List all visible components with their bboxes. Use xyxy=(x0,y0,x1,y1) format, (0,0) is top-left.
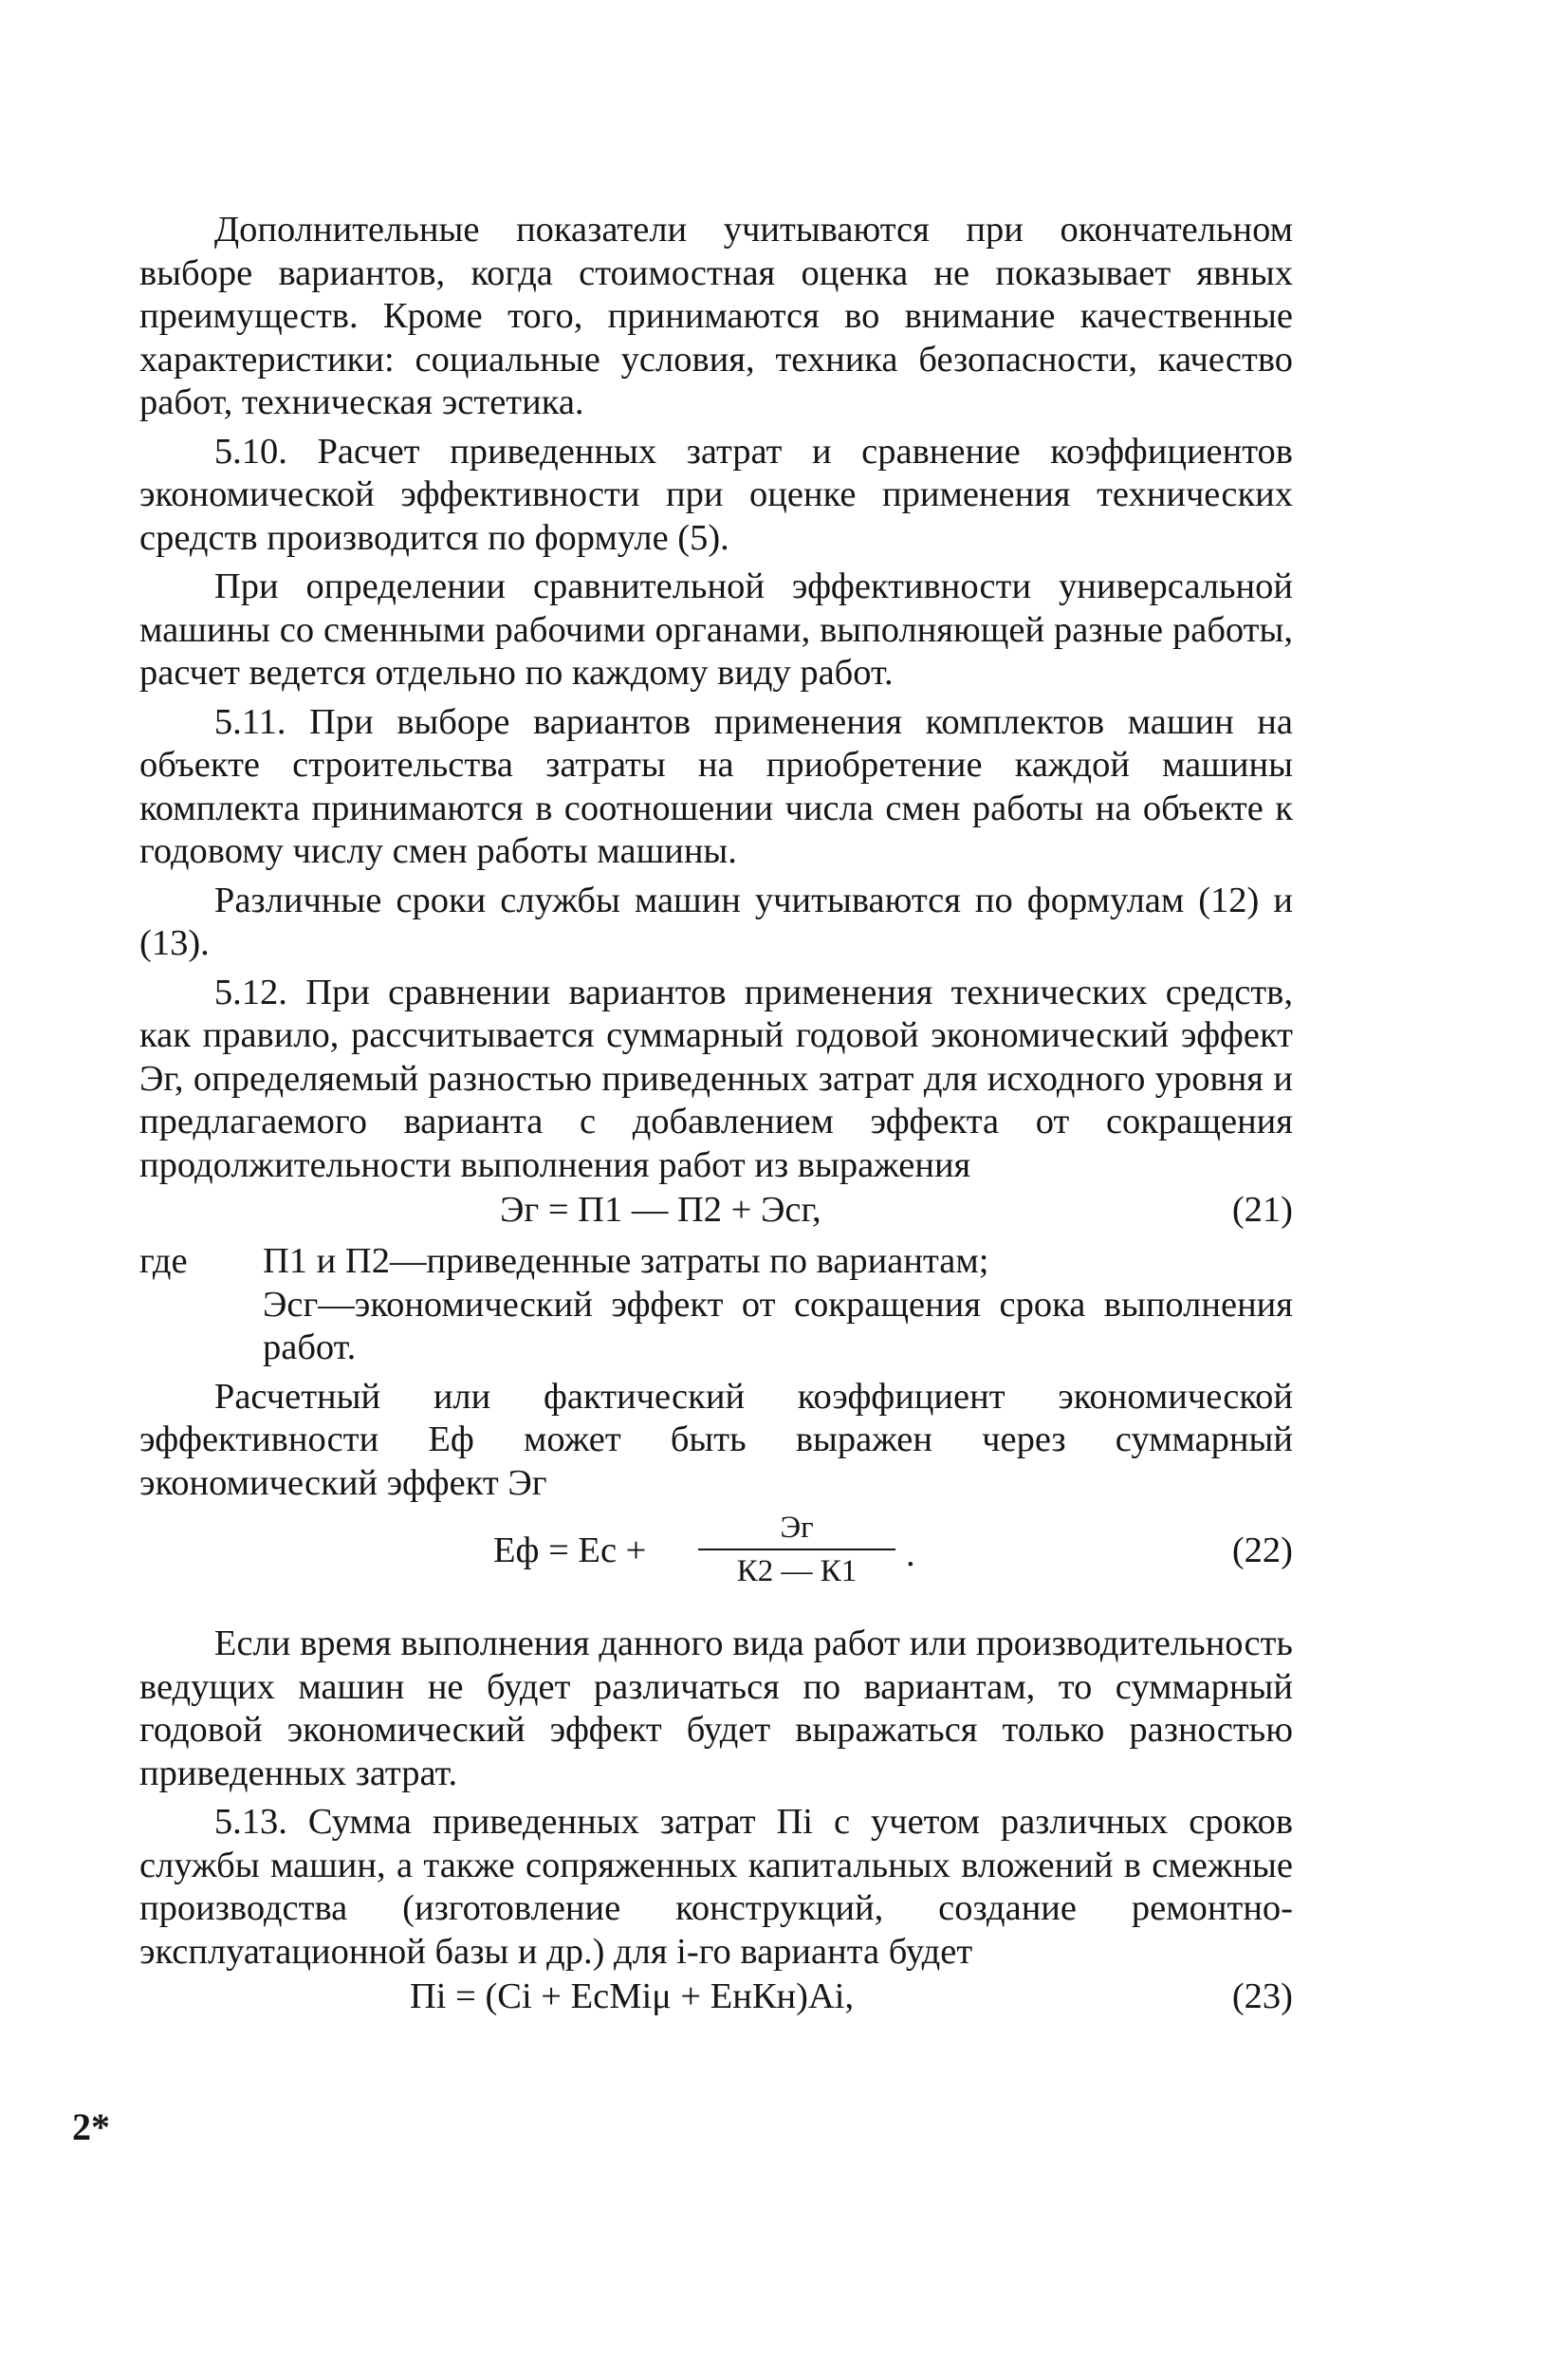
definition-2 xyxy=(263,1284,1293,1370)
paragraph-2: 5.10. Расчет приведенных затрат и сравнение коэффициентов экономической эффективности при оценке применения технических средств производится по формуле (5). xyxy=(139,431,1293,558)
page-marker: 2* xyxy=(72,2106,110,2148)
paragraph-6: 5.12. При сравнении вариантов применения технических средств, как правило, рассчитывается суммарный годовой экономический эффект Эг, определяемый разностью приведенных затрат для исходного уровня и предлагаемого варианта с добавлением эффекта от сокращения продолжительности выполнения работ из выражения xyxy=(139,972,1293,1185)
paragraph-7: Расчетный или фактический коэффициент экономической эффективности Еф может быть выражен через суммарный экономический эффект Эг xyxy=(139,1376,1293,1503)
formula-23 xyxy=(139,1976,1293,2025)
paragraph-8: Если время выполнения данного вида работ или производительность ведущих машин не будет различаться по вариантам, то суммарный годовой экономический эффект будет выражаться только разностью приведенных затрат. xyxy=(139,1623,1293,1793)
paragraph-3: При определении сравнительной эффективности универсальной машины со сменными рабочими органами, выполняющей разные работы, расчет ведется отдельно по каждому виду работ. xyxy=(139,566,1293,693)
formula-22 xyxy=(139,1509,1293,1613)
formula-22-tail: . xyxy=(906,1534,915,1574)
body-text xyxy=(139,209,1293,2027)
formula-22-fraction xyxy=(698,1509,895,1590)
paragraph-1: Дополнительные показатели учитываются при окончательном выборе вариантов, когда стоимостная оценка не показывает явных преимуществ. Кроме того, принимаются во внимание качественные характеристики: социальные условия, техника безопасности, качество работ, техническая эстетика. xyxy=(139,210,1293,422)
formula-23-number: (23) xyxy=(1231,1976,1293,2016)
definition-lead: где xyxy=(139,1241,188,1281)
paragraph-9: 5.13. Сумма приведенных затрат Пi с учетом различных сроков службы машин, а также сопряженных капитальных вложений в смежные производства (изготовление конструкций, создание ремонтно-эксплуатационной базы и др.) для i-го варианта будет xyxy=(139,1802,1293,1972)
formula-22-lhs: Еф = Ес + xyxy=(493,1530,647,1570)
formula-23-expression: Пi = (Сi + ЕсМiμ + ЕнКн)Аi, xyxy=(410,1976,855,2016)
formula-22-number: (22) xyxy=(1231,1530,1293,1570)
formula-22-numerator: Эг xyxy=(780,1511,814,1545)
formula-22-denominator: К2 — К1 xyxy=(736,1554,858,1588)
definition-1-text: П1 и П2—приведенные затраты по вариантам; xyxy=(263,1241,989,1281)
fraction-bar xyxy=(698,1549,895,1550)
formula-21 xyxy=(139,1189,1293,1238)
definition-1 xyxy=(139,1240,1293,1284)
paragraph-5: Различные сроки службы машин учитываются по формулам (12) и (13). xyxy=(139,880,1293,963)
paragraph-4: 5.11. При выборе вариантов применения комплектов машин на объекте строительства затраты на приобретение каждой машины комплекта принимаются в соотношении числа смен работы на объекте к годовому числу смен работы машины. xyxy=(139,701,1293,871)
formula-21-number: (21) xyxy=(1231,1190,1293,1230)
definition-2-text: Эсг—экономический эффект от сокращения срока выполнения работ. xyxy=(263,1284,1293,1367)
formula-21-expression: Эг = П1 — П2 + Эсг, xyxy=(500,1190,821,1230)
